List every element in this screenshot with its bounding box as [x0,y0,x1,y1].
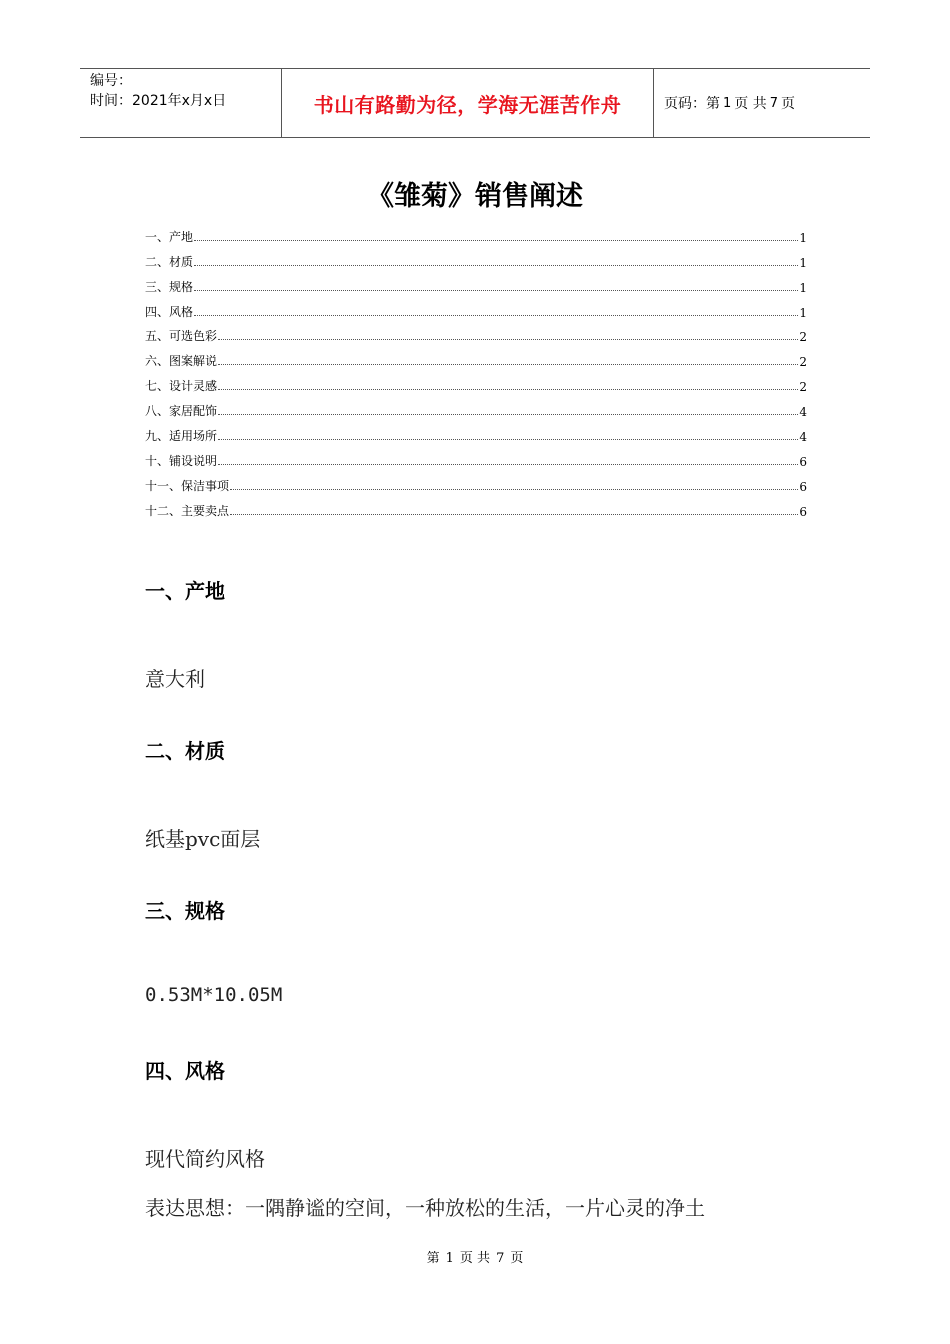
toc-entry[interactable] [145,295,807,320]
toc-label: 十、铺设说明 [145,453,218,468]
toc-leader [194,290,798,291]
header-page-cell [654,69,870,137]
toc-entry[interactable] [145,444,807,469]
toc-page: 1 [799,280,807,295]
toc-page: 6 [799,504,807,519]
toc-label: 五、可选色彩 [145,329,218,344]
toc-leader [218,414,798,415]
section-heading-spec: 三、规格 [145,899,225,923]
toc-entry[interactable] [145,419,807,444]
toc-leader [194,265,798,266]
toc-page: 2 [799,330,807,345]
page-info-suffix: 页 [781,96,796,112]
toc-leader [230,514,798,515]
toc-entry[interactable] [145,320,807,345]
toc-leader [230,489,798,490]
toc-label: 八、家居配饰 [145,404,218,419]
toc-page: 4 [799,430,807,445]
toc-leader [218,389,798,390]
header-motto-cell [281,69,654,137]
number-label: 编号： [90,73,132,89]
toc-entry[interactable] [145,369,807,394]
header-table [80,68,870,138]
toc-page: 4 [799,405,807,420]
toc-label: 七、设计灵感 [145,379,218,394]
section-text-style-idea: 表达思想：一隅静谧的空间，一种放松的生活，一片心灵的净土 [145,1196,705,1220]
toc-leader [218,339,798,340]
toc-page: 6 [799,454,807,469]
footer-current: 1 [445,1251,454,1266]
toc-entry[interactable] [145,494,807,519]
section-heading-style: 四、风格 [145,1059,225,1083]
toc-entry[interactable] [145,344,807,369]
toc-leader [218,439,798,440]
section-text-origin: 意大利 [145,667,205,691]
toc-entry[interactable] [145,270,807,295]
toc-entry[interactable] [145,469,807,494]
toc-label: 三、规格 [145,279,194,294]
section-text-style: 现代简约风格 [145,1147,265,1171]
time-label: 时间：2021年x月x日 [90,93,227,109]
toc-label: 六、图案解说 [145,354,218,369]
toc-label: 十二、主要卖点 [145,503,230,518]
header-meta-cell [80,69,281,137]
toc-page: 2 [799,355,807,370]
toc-leader [218,464,798,465]
footer-suffix: 页 [510,1251,524,1266]
motto-text: 书山有路勤为径，学海无涯苦作舟 [313,92,622,117]
toc-label: 十一、保洁事项 [145,478,230,493]
toc-page: 2 [799,380,807,395]
document-title: 《雏菊》销售阐述 [367,181,583,212]
toc-entry[interactable] [145,220,807,245]
toc-entry[interactable] [145,394,807,419]
toc-label: 二、材质 [145,254,194,269]
toc-entry[interactable] [145,245,807,270]
toc-page: 1 [799,305,807,320]
page-info-prefix: 页码：第 [664,96,720,112]
page-info-total: 7 [769,95,779,111]
page-info-mid: 页 共 [734,96,767,112]
section-heading-material: 二、材质 [145,739,225,763]
toc-label: 九、适用场所 [145,429,218,444]
toc-leader [194,315,798,316]
toc-page: 1 [799,230,807,245]
page-info-current: 1 [723,95,732,111]
toc-label: 一、产地 [145,229,194,244]
footer-prefix: 第 [426,1251,440,1266]
footer-total: 7 [496,1251,505,1266]
toc-page: 6 [799,479,807,494]
section-text-spec: 0.53M*10.05M [145,984,283,1006]
toc-page: 1 [799,255,807,270]
section-heading-origin: 一、产地 [145,579,225,603]
footer-mid: 页 共 [459,1251,491,1266]
section-text-material: 纸基pvc面层 [145,827,261,851]
table-of-contents [145,220,807,519]
page-footer [0,1247,950,1266]
toc-leader [194,240,798,241]
toc-label: 四、风格 [145,304,194,319]
toc-leader [218,364,798,365]
